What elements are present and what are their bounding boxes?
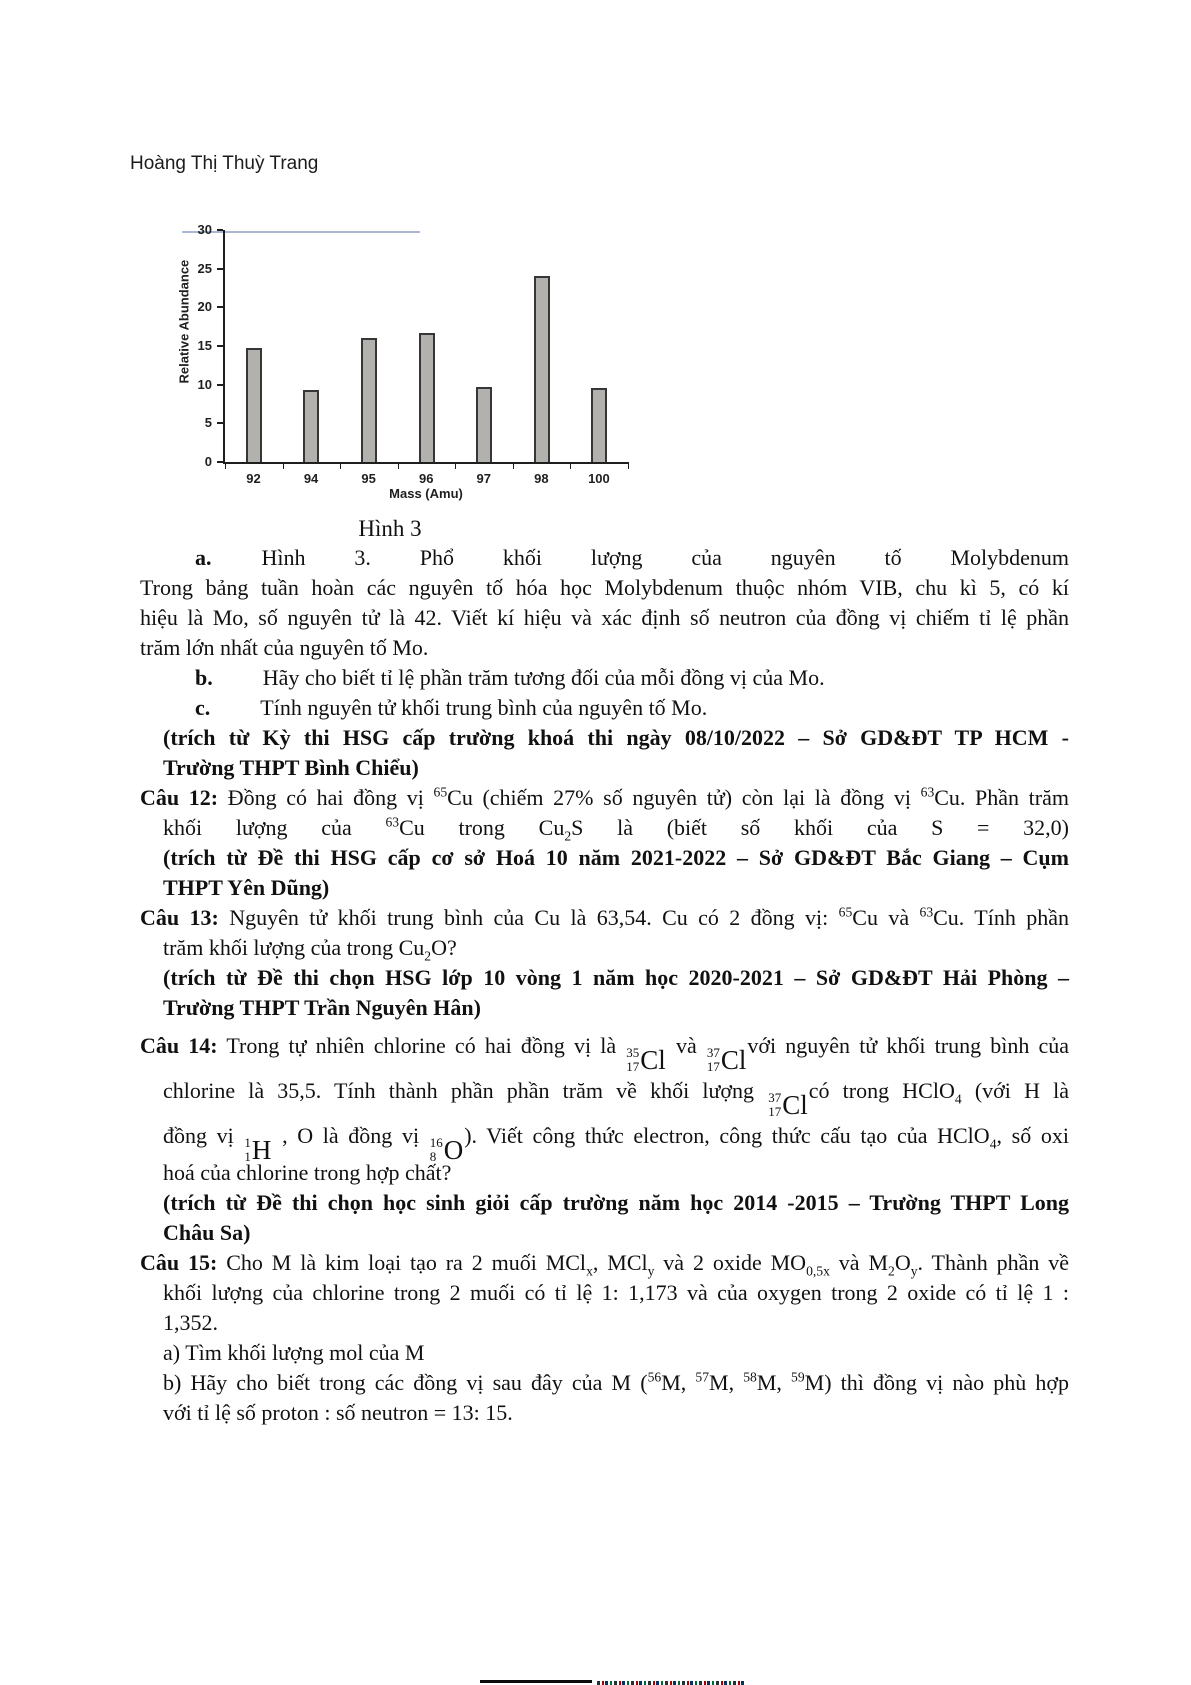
y-tick-mark [217, 345, 223, 347]
line-cau14-3: đồng vị 1 1 H , O là đồng vị 16 8 O ). Viết công thức electron, công thức cấu tạo của HClO$_4$, số oxi [163, 1123, 1069, 1165]
document-body [140, 543, 1069, 1428]
bar-92 [246, 348, 262, 462]
y-tick-mark [217, 461, 223, 463]
x-tick-label: 95 [361, 471, 376, 486]
x-tick-mark [225, 464, 226, 469]
x-axis-title: Mass (Amu) [389, 486, 463, 501]
line-cau14-1: Câu 14: Trong tự nhiên chlorine có hai đồng vị là 35 17 Cl và 37 17 Cl với nguyên tử khối trung bình của [140, 1033, 1070, 1075]
x-tick-label: 94 [303, 471, 319, 486]
bar-100 [591, 388, 607, 462]
line-a-4: trăm lớn nhất của nguyên tố Mo. [140, 635, 429, 660]
x-tick-mark [570, 464, 571, 469]
bar-95 [361, 338, 377, 462]
bar-97 [476, 387, 492, 462]
y-tick-label: 10 [197, 376, 212, 392]
y-tick-label: 25 [197, 260, 212, 276]
bar-94 [303, 390, 319, 462]
line-a-2: Trong bảng tuần hoàn các nguyên tố hóa học Molybdenum thuộc nhóm VIB, chu kì 5, có kí [140, 575, 1069, 600]
next-page-cropped-line [480, 1680, 592, 1683]
y-tick-mark [217, 268, 223, 270]
line-source4-1: (trích từ Đề thi chọn học sinh giỏi cấp trường năm học 2014 -2015 – Trường THPT Long [163, 1190, 1069, 1215]
x-axis-line [223, 462, 629, 464]
isotope-notation: 37 17 Cl [706, 1045, 747, 1075]
isotope-notation: 1 1 H [244, 1135, 272, 1165]
y-tick-mark [217, 229, 223, 231]
x-tick-label: 98 [534, 471, 549, 486]
line-cau15-4: a) Tìm khối lượng mol của M [163, 1340, 425, 1365]
y-tick-mark [217, 306, 223, 308]
y-tick-mark [217, 422, 223, 424]
x-tick-label: 97 [476, 471, 492, 486]
line-cau13-2: trăm khối lượng của trong $Cu_2O$? [163, 935, 457, 964]
isotope-notation: 35 17 Cl [626, 1045, 666, 1075]
y-tick-label: 15 [197, 338, 212, 353]
x-tick-mark [398, 464, 399, 469]
y-tick-label: 0 [204, 454, 212, 469]
figure-mass-spectrum [166, 216, 646, 542]
figure-caption: Hình 3 [358, 516, 422, 541]
y-tick-label: 30 [197, 222, 212, 237]
line-source1-2: Trường THPT Bình Chiểu) [163, 755, 419, 780]
line-cau15-2: khối lượng của chlorine trong 2 muối có tỉ lệ 1: 1,173 và của oxygen trong 2 oxide có tỉ lệ 1 : [163, 1280, 1069, 1305]
y-axis-line [223, 230, 225, 464]
x-tick-label: 100 [588, 471, 610, 486]
line-source1-1: (trích từ Kỳ thi HSG cấp trường khoá thi ngày 08/10/2022 – Sở GD&ĐT TP HCM - [163, 725, 1069, 750]
line-cau12-1: Câu 12: Đồng có hai đồng vị $^{65}$Cu (chiếm 27% số nguyên tử) còn lại là đồng vị $^{63}$Cu. Phần trăm [140, 784, 1070, 810]
line-cau13-1: Câu 13: Nguyên tử khối trung bình của Cu là 63,54. Cu có 2 đồng vị: $^{65}$Cu và $^{63}$Cu. Tính phần [140, 904, 1069, 930]
x-tick-mark [283, 464, 284, 469]
line-cau15-1: Câu 15: Cho M là kim loại tạo ra 2 muối MCl$_x$, MCl$_y$ và 2 oxide $MO_{0,5x}$ và $M_2O_y$. Thành phần về [140, 1250, 1070, 1279]
x-tick-label: 92 [246, 471, 261, 486]
line-c: c. Tính nguyên tử khối trung bình của nguyên tố Mo. [195, 695, 708, 720]
x-tick-mark [340, 464, 341, 469]
line-source2-1: (trích từ Đề thi HSG cấp cơ sở Hoá 10 năm 2021-2022 – Sở GD&ĐT Bắc Giang – Cụm [163, 845, 1069, 870]
isotope-notation: 37 17 Cl [768, 1090, 808, 1120]
y-tick-mark [217, 384, 223, 386]
line-source3-2: Trường THPT Trần Nguyên Hân) [163, 995, 481, 1020]
y-axis-title: Relative Abundance [176, 259, 192, 384]
x-tick-mark [455, 464, 456, 469]
line-cau14-4: hoá của chlorine trong hợp chất? [163, 1160, 452, 1185]
line-source2-2: THPT Yên Dũng) [163, 875, 330, 900]
bar-96 [419, 333, 435, 462]
y-tick-label: 20 [197, 299, 212, 315]
line-a-3: hiệu là Mo, số nguyên tử là 42. Viết kí hiệu và xác định số neutron của đồng vị chiếm tỉ lệ phần [140, 605, 1069, 630]
author-name: Hoàng Thị Thuỳ Trang [130, 153, 319, 174]
line-source4-2: Châu Sa) [163, 1220, 251, 1245]
line-source3-1: (trích từ Đề thi chọn HSG lớp 10 vòng 1 năm học 2020-2021 – Sở GD&ĐT Hải Phòng – [163, 965, 1069, 990]
x-tick-mark [628, 464, 629, 469]
line-cau15-3: 1,352. [163, 1310, 218, 1335]
x-tick-mark [513, 464, 514, 469]
isotope-notation: 16 8 O [429, 1135, 464, 1165]
line-b: b. Hãy cho biết tỉ lệ phần trăm tương đối của mỗi đồng vị của Mo. [195, 665, 825, 690]
line-cau15-6: với tỉ lệ số proton : số neutron = 13: 15. [163, 1400, 513, 1425]
line-a-1: a. Hình 3. Phổ khối lượng của nguyên tố Molybdenum [195, 545, 1069, 570]
line-cau14-2: chlorine là 35,5. Tính thành phần phần trăm về khối lượng 37 17 Cl có trong HClO$_4$ (với H là [163, 1078, 1069, 1120]
next-page-cropped-text [597, 1681, 745, 1685]
mass-spectrum-chart [166, 216, 646, 508]
chart-top-border [182, 231, 420, 233]
line-cau12-2: khối lượng của $^{63}$Cu trong $Cu_2S$ là (biết số khối của S = 32,0) [163, 814, 1069, 844]
bar-98 [534, 276, 550, 462]
line-cau15-5: b) Hãy cho biết trong các đồng vị sau đây của M ($^{56}$M, $^{57}$M, $^{58}$M, $^{59}$M) thì đồng vị nào phù hợp [163, 1369, 1070, 1395]
x-tick-label: 96 [418, 471, 434, 486]
y-tick-label: 5 [204, 415, 212, 431]
